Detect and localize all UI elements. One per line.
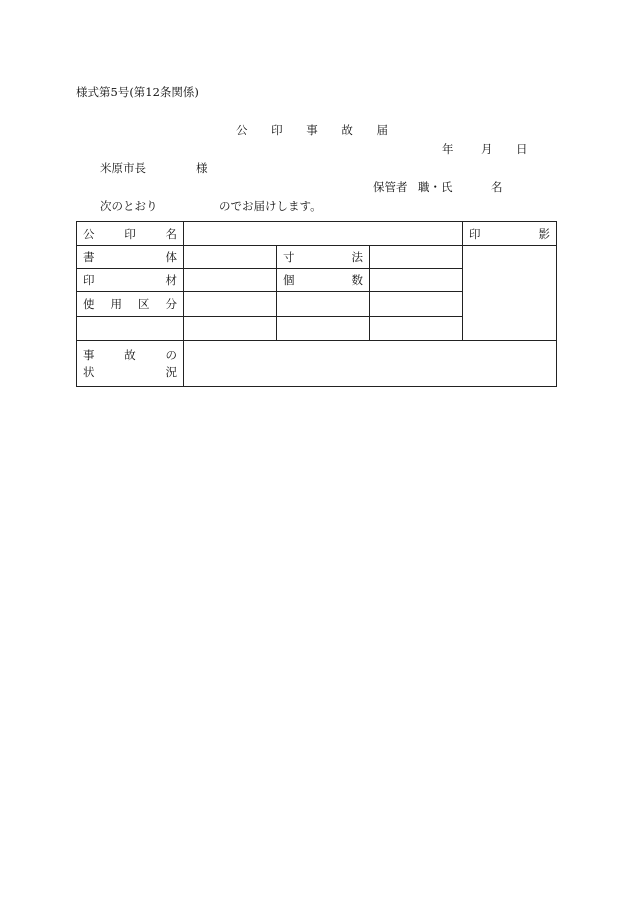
addressee-name: 米原市長	[100, 161, 146, 175]
addressee-honorific: 様	[196, 161, 208, 175]
usage-input-1[interactable]	[184, 292, 277, 316]
title-char: 印	[271, 123, 283, 137]
impression-label: 印 影	[469, 226, 551, 241]
date-day-label: 日	[516, 142, 528, 156]
size-input[interactable]	[370, 246, 463, 269]
blank-input-3[interactable]	[370, 316, 463, 340]
font-label: 書 体	[83, 250, 177, 265]
seal-name-label: 公 印 名	[83, 226, 177, 241]
count-label: 個 数	[283, 273, 363, 288]
incident-report-table	[76, 221, 557, 387]
material-label: 印 材	[83, 273, 177, 288]
title-char: 届	[376, 123, 388, 137]
material-label-cell	[77, 269, 184, 292]
impression-label-cell	[463, 222, 557, 246]
blank-input-2[interactable]	[277, 316, 370, 340]
blank-label-cell[interactable]	[77, 316, 184, 340]
title-char: 公	[236, 123, 248, 137]
count-label-cell	[277, 269, 370, 292]
intro-prefix: 次のとおり	[100, 199, 158, 213]
font-input[interactable]	[184, 246, 277, 269]
usage-label: 使 用 区 分	[83, 296, 177, 311]
title-char: 故	[341, 123, 353, 137]
document-title	[236, 123, 388, 137]
usage-input-3[interactable]	[370, 292, 463, 316]
usage-input-2[interactable]	[277, 292, 370, 316]
seal-name-input[interactable]	[184, 222, 463, 246]
size-label: 寸 法	[283, 250, 363, 265]
blank-input-1[interactable]	[184, 316, 277, 340]
intro-suffix: のでお届けします。	[219, 199, 322, 213]
usage-label-cell	[77, 292, 184, 316]
material-input[interactable]	[184, 269, 277, 292]
custodian-name-suffix: 名	[491, 180, 503, 194]
incident-label: 事 故 の 状 況	[83, 347, 177, 379]
date-month-label: 月	[481, 142, 493, 156]
title-char: 事	[306, 123, 318, 137]
incident-label-cell	[77, 340, 184, 386]
font-label-cell	[77, 246, 184, 269]
date-year-label: 年	[442, 142, 454, 156]
count-input[interactable]	[370, 269, 463, 292]
seal-name-label-cell	[77, 222, 184, 246]
incident-details-input[interactable]	[184, 340, 557, 386]
custodian-role: 保管者	[373, 180, 408, 194]
seal-impression-area[interactable]	[463, 246, 557, 341]
size-label-cell	[277, 246, 370, 269]
custodian-field: 職・氏	[418, 180, 453, 194]
form-number: 様式第5号(第12条関係)	[76, 85, 199, 99]
